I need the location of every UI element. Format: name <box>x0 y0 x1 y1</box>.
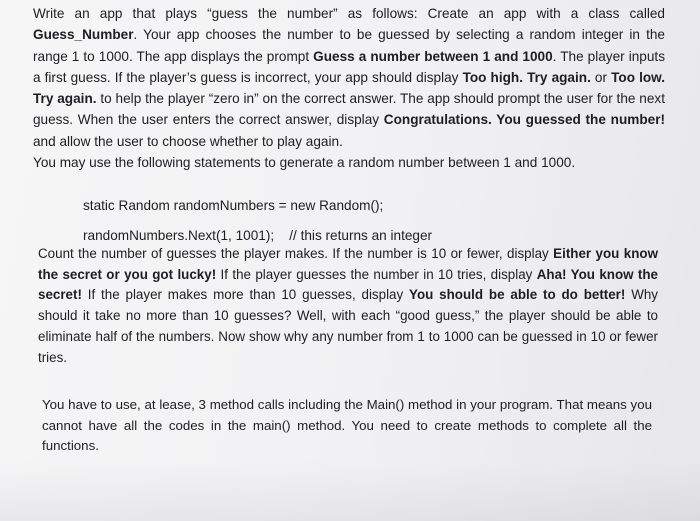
text-run: Count the number of guesses the player makes. If the number is 10 or fewer, display <box>38 246 554 261</box>
congratulations-bold: Congratulations. You guessed the number! <box>383 112 666 128</box>
class-name-bold: Guess_Number <box>33 27 134 43</box>
text-run: If the player makes more than 10 guesses, display <box>81 287 410 303</box>
paragraph-app-description <box>33 3 665 173</box>
lucky-bold: Either you know the secret or you got lucky! <box>38 246 658 282</box>
paragraph-guess-count <box>38 244 658 368</box>
aha-bold: Aha! You know the secret! <box>38 266 659 303</box>
code-line-2: randomNumbers.Next(1, 1001); // this returns an integer <box>83 228 433 243</box>
text-run: . Your app chooses the number to be guessed by selecting a random integer in the range 1 to 1000. The app displays the prompt <box>33 27 665 64</box>
text-run: to help the player “zero in” on the correct answer. The app should prompt the user for the next guess. When the user enters the correct answer, display <box>33 91 665 128</box>
too-low-bold: Too low. Try again. <box>33 69 666 107</box>
text-run: You may use the following statements to generate a random number between 1 and 1000. <box>33 155 576 171</box>
too-high-bold: Too high. Try again. <box>462 69 591 85</box>
text-run: and allow the user to choose whether to play again. <box>33 133 343 149</box>
paragraph-method-requirement: You have to use, at lease, 3 method calls including the Main() method in your program. That means you cannot have all the codes in the main() method. You need to create methods to complete all the functions. <box>42 397 652 453</box>
prompt-bold: Guess a number between 1 and 1000 <box>313 48 553 64</box>
text-run: Why should it take no more than 10 guesses? Well, with each “good guess,” the player should be able to eliminate half of the numbers. Now show why any number from 1 to 1000 can be guessed in 10 or fewer tries. <box>38 287 658 365</box>
do-better-bold: You should be able to do better! <box>409 287 626 303</box>
text-run: Write an app that plays “guess the number” as follows: Create an app with a class called <box>33 6 665 21</box>
text-run: or <box>590 69 612 85</box>
text-run: . The player inputs a first guess. If the player’s guess is incorrect, your app should display <box>33 48 666 85</box>
code-line-1: static Random randomNumbers = new Random(); <box>83 198 384 213</box>
text-run: If the player guesses the number in 10 tries, display <box>216 266 537 282</box>
